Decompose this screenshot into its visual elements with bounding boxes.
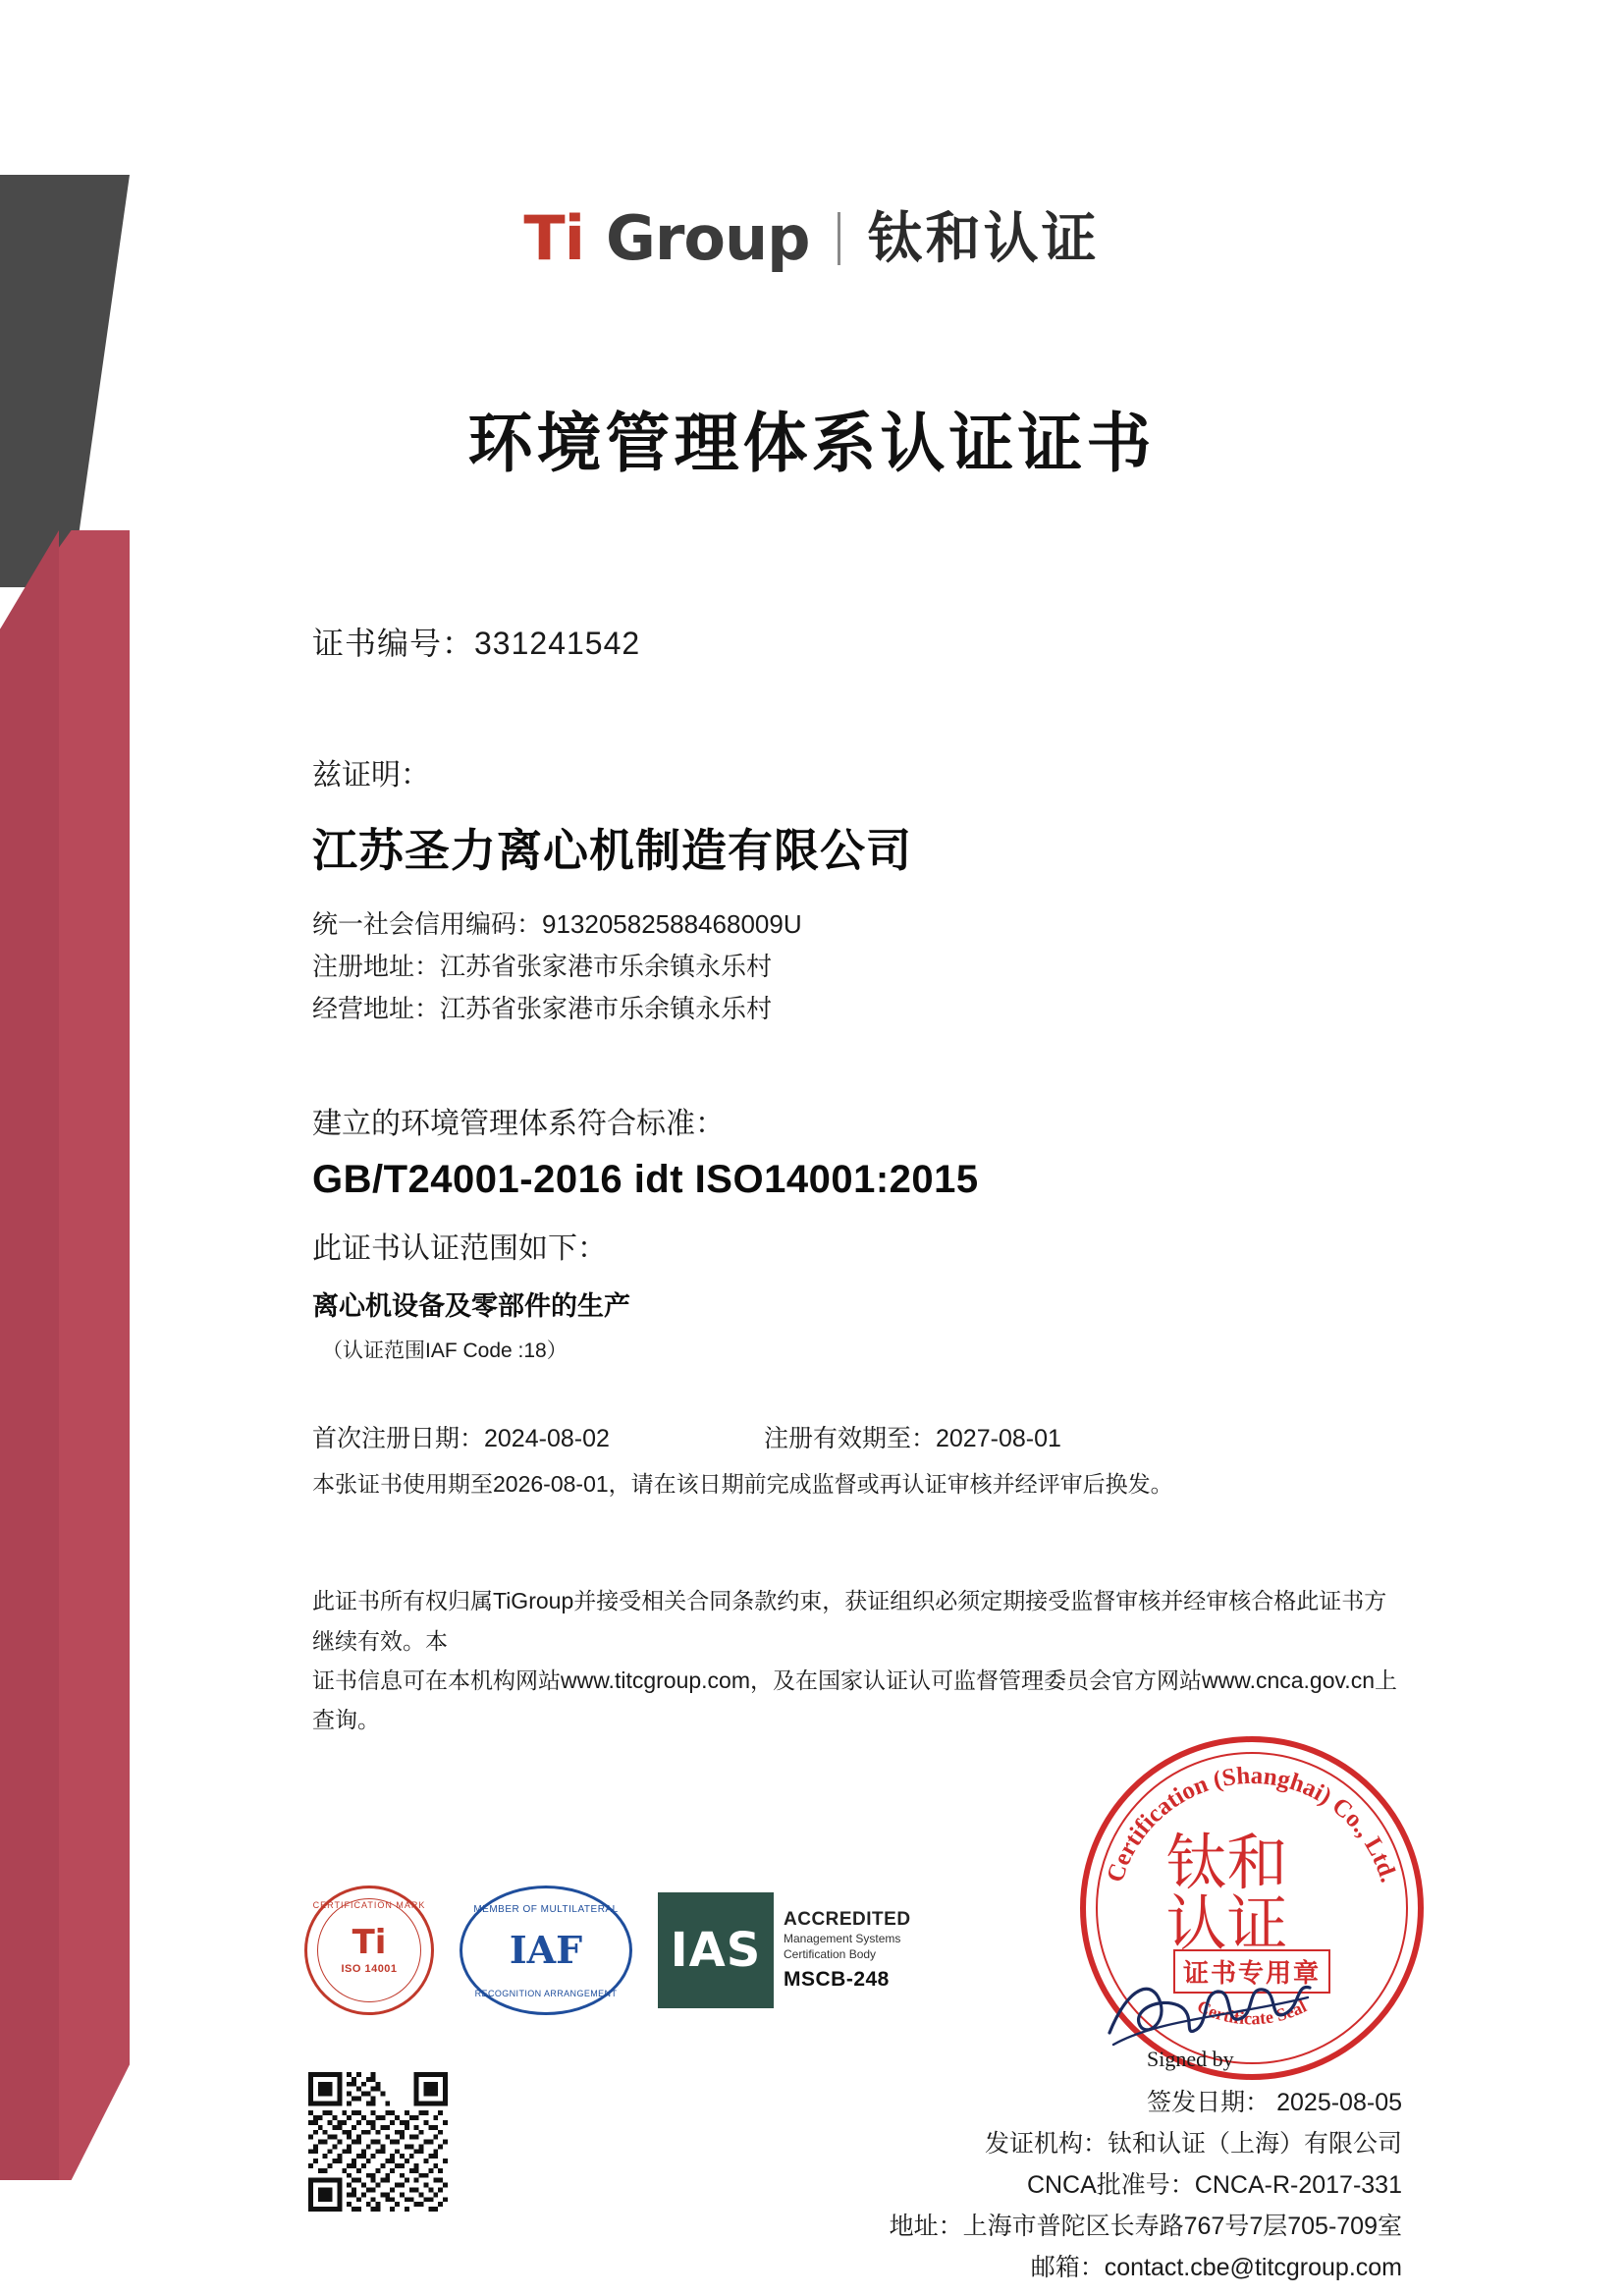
hereby-label: 兹证明：: [312, 759, 430, 792]
ias-sub-line-1: Management Systems: [784, 1931, 901, 1945]
seal-arc-top-text: Certification (Shanghai) Co., Ltd.: [1102, 1762, 1402, 1886]
issuing-body: 发证机构：钛和认证（上海）有限公司: [984, 2130, 1402, 2158]
company-name: 江苏圣力离心机制造有限公司: [312, 825, 912, 876]
legal-line-1: 此证书所有权归属TiGroup并接受相关合同条款约束，获证组织必须定期接受监督审核并经审核合格此证书方继续有效。本: [312, 1588, 1387, 1654]
iaf-bottom-text: RECOGNITION ARRANGEMENT: [474, 1989, 618, 1998]
issuer-email: 邮箱：contact.cbe@titcgroup.com: [1030, 2254, 1402, 2281]
legal-line-2: 证书信息可在本机构网站www.titcgroup.com，及在国家认证认可监督管理委员会官方网站www.cnca.gov.cn上查询。: [312, 1667, 1397, 1733]
qr-code-icon: [308, 2072, 448, 2212]
page-title: 环境管理体系认证证书: [467, 407, 1156, 479]
seal-arc-bottom-text: Certificate Seal: [1194, 1995, 1310, 2029]
logo-chinese-text: 钛和认证: [867, 207, 1100, 269]
iaf-top-text: MEMBER OF MULTILATERAL: [473, 1904, 619, 1915]
standard-code: GB/T24001-2016 idt ISO14001:2015: [312, 1158, 979, 1202]
ti-mark-arc-text: CERTIFICATION MARK: [312, 1900, 426, 1910]
ias-text-block: [774, 1892, 911, 2008]
ias-code: MSCB-248: [784, 1968, 890, 1992]
credit-code: 统一社会信用编码：91320582588468009U: [312, 909, 802, 939]
accreditation-marks: [304, 1886, 911, 2015]
brand-logo: [0, 202, 1623, 274]
ias-letters: IAS: [658, 1892, 774, 2008]
ti-mark-letters: Ti: [352, 1923, 387, 1962]
ias-sub-line-2: Certification Body: [784, 1947, 877, 1961]
logo-group-text: Group: [605, 202, 810, 274]
first-registration-date: 首次注册日期：2024-08-02: [312, 1425, 610, 1453]
iaf-mark-icon: [460, 1886, 632, 2015]
ias-mark-icon: [658, 1892, 911, 2008]
iaf-code: （认证范围IAF Code :18）: [322, 1339, 568, 1363]
ti-mark-standard: ISO 14001: [341, 1963, 398, 1975]
registered-address: 注册地址：江苏省张家港市乐余镇永乐村: [312, 952, 773, 982]
valid-until-date: 注册有效期至：2027-08-01: [764, 1425, 1061, 1453]
decorative-edge-red-inner: [0, 530, 59, 2180]
business-address: 经营地址：江苏省张家港市乐余镇永乐村: [312, 994, 773, 1024]
ias-accredited-label: ACCREDITED: [784, 1908, 911, 1930]
standard-intro: 建立的环境管理体系符合标准：: [312, 1108, 725, 1141]
ti-certification-mark-icon: [304, 1886, 434, 2015]
cnca-approval-number: CNCA批准号：CNCA-R-2017-331: [1026, 2171, 1402, 2199]
logo-divider: [838, 212, 840, 265]
signed-by-label: Signed by: [1147, 2047, 1234, 2071]
certificate-number: 证书编号：331241542: [312, 626, 641, 661]
footer-block: [890, 2082, 1402, 2288]
issuer-address: 地址：上海市普陀区长寿路767号7层705-709室: [889, 2213, 1402, 2240]
certificate-body: [312, 619, 1402, 1739]
issue-date: 签发日期： 2025-08-05: [1147, 2089, 1402, 2116]
dates-row: [312, 1419, 1402, 1454]
scope-text: 离心机设备及零部件的生产: [312, 1291, 630, 1322]
scope-intro: 此证书认证范围如下：: [312, 1232, 607, 1266]
usage-note: 本张证书使用期至2026-08-01，请在该日期前完成监督或再认证审核并经评审后换发。: [312, 1471, 1173, 1498]
legal-notice: [312, 1581, 1402, 1739]
logo-ti-text: Ti: [523, 202, 584, 274]
seal-center-text: 证书专用章: [1173, 1949, 1330, 1994]
ti-mark-inner: [317, 1898, 421, 2002]
seal-inner-chinese: 钛和认证: [1165, 1830, 1288, 1958]
qr-code-svg: [308, 2072, 448, 2212]
iaf-main-text: IAF: [509, 1928, 583, 1972]
